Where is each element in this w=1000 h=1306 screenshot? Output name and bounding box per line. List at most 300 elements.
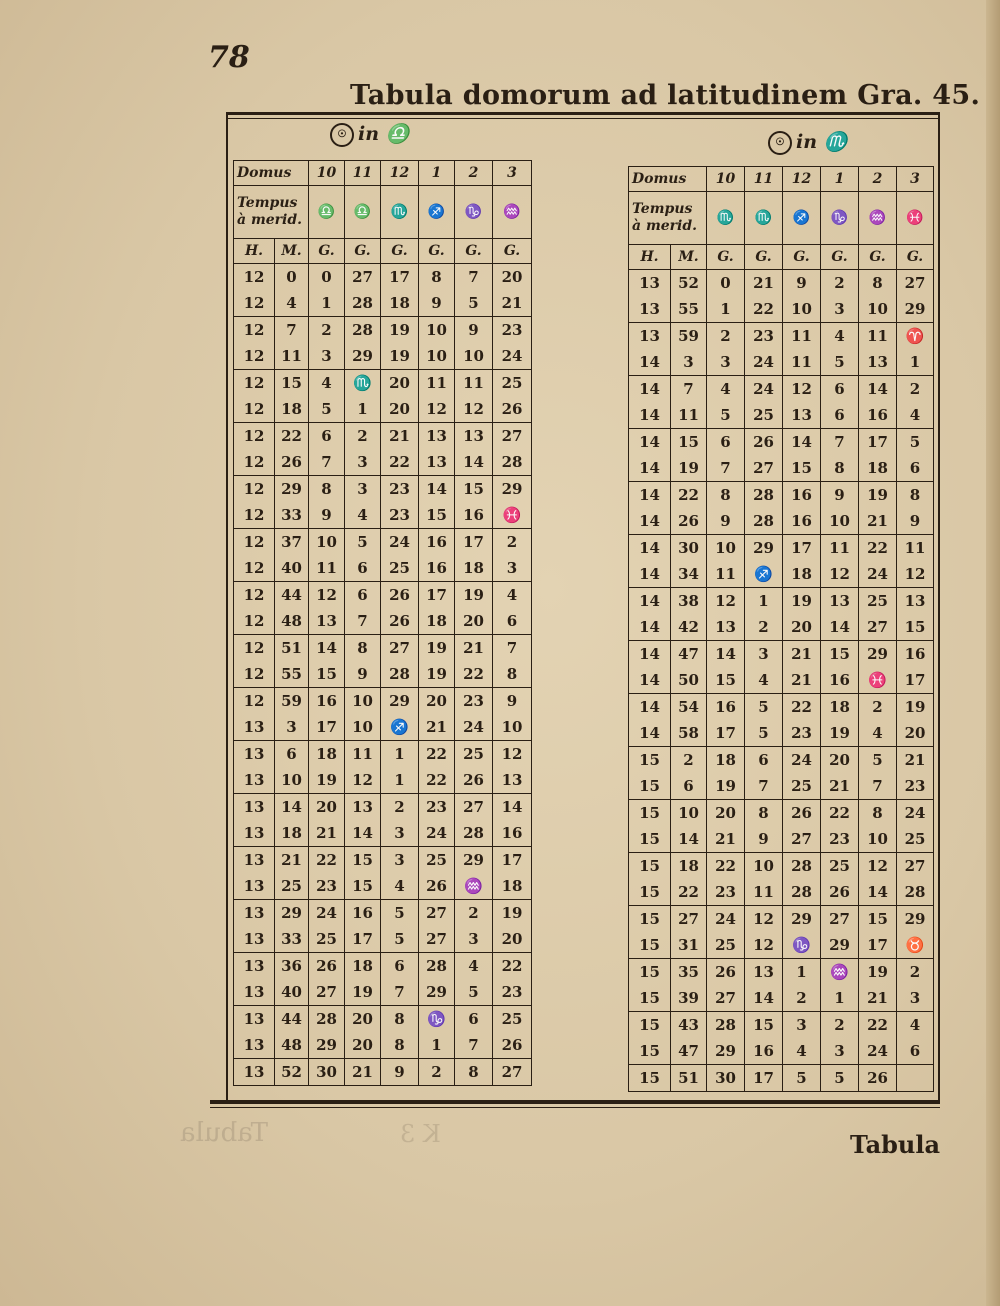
table-cell: 21 [345,1059,381,1086]
cell-value: 10 [715,539,736,557]
cell-value: 24 [715,910,736,928]
cell-value: 12 [463,400,484,418]
cell-value: 23 [316,877,337,895]
cell-value: 55 [281,665,302,683]
left-heading-text: in ♎ [358,123,410,145]
cell-value: 29 [867,645,888,663]
cell-value: 27 [867,618,888,636]
cell-value: 3 [321,347,332,365]
cell-value: 29 [352,347,373,365]
cell-value: 13 [426,427,447,445]
cell-value: 15 [352,877,373,895]
table-cell [859,694,897,747]
table-cell: 30 [309,1059,345,1086]
table-cell [629,800,671,853]
table-cell [859,588,897,641]
cell-value: 11 [867,327,888,345]
cell-value: 21 [791,645,812,663]
cell-value: 17 [867,936,888,954]
zodiac-sign-icon: ♑ [455,186,493,239]
cell-value: 23 [715,883,736,901]
cell-value: 25 [281,877,302,895]
cell-value: 27 [904,274,926,292]
table-cell [745,323,783,376]
cell-value: 21 [867,512,888,530]
table-cell [275,264,309,317]
cell-value: 6 [357,559,368,577]
table-cell [671,482,707,535]
cell-value: 52 [678,274,699,292]
cell-value: 51 [281,639,302,657]
table-cell [671,747,707,800]
table-cell [345,900,381,953]
house-number: 1 [419,161,455,186]
cell-value: 20 [316,798,337,816]
table-cell [234,635,275,688]
table-cell [309,370,345,423]
table-row [234,582,532,635]
cell-value: 6 [909,459,921,477]
table-cell [455,423,493,476]
cell-value: 31 [678,936,699,954]
cell-value: 10 [426,321,447,339]
table-cell [745,800,783,853]
table-cell [859,429,897,482]
cell-value: 19 [352,983,373,1001]
cell-value: 8 [506,665,518,683]
cell-value: 14 [639,592,660,610]
table-cell [821,641,859,694]
cell-value: 10 [463,347,484,365]
cell-value: 23 [501,321,523,339]
cell-value: 12 [243,347,265,365]
cell-value: 4 [394,877,405,895]
unit-label-g: G. [707,245,745,270]
cell-value: 2 [506,533,518,551]
cell-value: 35 [678,963,699,981]
cell-value: 13 [243,718,265,736]
table-cell [859,270,897,323]
table-row [629,1065,934,1092]
table-cell [381,423,419,476]
table-cell [381,847,419,900]
cell-value: 4 [758,671,769,689]
cell-value: 38 [678,592,699,610]
cell-value: 15 [867,910,888,928]
cell-value: 6 [683,777,694,795]
cell-value: 19 [791,592,812,610]
cell-value: 22 [426,745,447,763]
table-cell [381,370,419,423]
cell-value: 20 [389,374,410,392]
cell-value: 29 [715,1042,736,1060]
cell-value: 6 [834,380,845,398]
cell-value: 29 [501,480,523,498]
cell-value: 29 [829,936,850,954]
cell-value: 28 [753,486,774,504]
cell-value: 6 [506,612,518,630]
cell-value: 5 [468,294,479,312]
cell-value: 24 [904,804,926,822]
cell-value: 12 [426,400,447,418]
table-cell [493,529,532,582]
table-cell [381,953,419,1006]
table-cell [821,429,859,482]
table-cell [493,317,532,370]
cell-value: 28 [463,824,484,842]
cell-value: 21 [904,751,926,769]
cell-value: 19 [501,904,523,922]
cell-value: 7 [357,612,368,630]
cell-value: 26 [281,453,302,471]
table-cell [671,535,707,588]
table-cell [783,694,821,747]
cell-value: 8 [357,639,368,657]
cell-value: 10 [867,300,888,318]
right-heading-text: in ♏ [796,131,848,153]
cell-value: 40 [281,983,302,1001]
table-cell [671,429,707,482]
cell-value: 14 [639,459,660,477]
table-cell [707,482,745,535]
cell-value: 21 [501,294,523,312]
table-cell [381,688,419,741]
cell-value: 15 [639,751,660,769]
table-row [629,376,934,429]
table-row [234,1059,532,1086]
cell-value: 12 [501,745,523,763]
house-number: 2 [859,167,897,192]
table-cell [897,376,934,429]
cell-value: 7 [286,321,297,339]
table-cell [707,1012,745,1065]
table-cell [309,688,345,741]
cell-value: 14 [639,512,660,530]
cell-value: 22 [501,957,523,975]
table-cell [309,423,345,476]
table-cell [671,906,707,959]
cell-value: ♓ [868,671,887,689]
cell-value: 59 [678,327,699,345]
cell-value: 27 [463,798,484,816]
table-cell [821,323,859,376]
cell-value: 5 [872,751,883,769]
cell-value: 33 [281,930,302,948]
cell-value: 27 [501,427,523,445]
table-bottom-rule-thin [210,1107,940,1108]
cell-value: 13 [243,771,265,789]
cell-value: 44 [281,586,302,604]
table-cell [897,429,934,482]
table-cell [275,688,309,741]
table-cell [234,1006,275,1059]
table-row [234,317,532,370]
domus-label: Domus [234,161,309,186]
page-title: Tabula domorum ad latitudinem Gra. 45. [350,80,981,111]
table-cell [309,847,345,900]
cell-value: 18 [426,612,447,630]
cell-value: 12 [243,533,265,551]
right-house-table [628,166,934,1092]
cell-value: 2 [683,751,694,769]
cell-value: 24 [753,380,774,398]
cell-value: 26 [753,433,774,451]
table-cell [309,476,345,529]
cell-value: 15 [639,989,660,1007]
table-cell [345,370,381,423]
table-cell [671,376,707,429]
table-top-rule-thin [226,118,938,119]
table-cell [381,264,419,317]
cell-value: 2 [468,904,479,922]
cell-value: 26 [426,877,447,895]
table-cell [783,800,821,853]
zodiac-sign-icon: ♒ [859,192,897,245]
cell-value: 13 [829,592,850,610]
table-top-rule [226,112,938,115]
table-cell [493,1006,532,1059]
cell-value: 21 [316,824,337,842]
table-cell: 30 [707,1065,745,1092]
table-cell [234,529,275,582]
table-cell [345,423,381,476]
table-cell [629,853,671,906]
table-cell [455,741,493,794]
cell-value: 25 [791,777,812,795]
cell-value: 36 [281,957,302,975]
table-row [234,847,532,900]
table-cell [629,535,671,588]
cell-value: 13 [639,274,660,292]
table-cell [275,529,309,582]
cell-value: 1 [909,353,921,371]
table-cell [309,317,345,370]
cell-value: 39 [678,989,699,1007]
table-cell [455,900,493,953]
cell-value: 11 [426,374,447,392]
table-row [629,694,934,747]
right-border-rule [938,112,940,1102]
cell-value: 1 [720,300,731,318]
cell-value: 6 [834,406,845,424]
cell-value: 27 [829,910,850,928]
cell-value: 24 [316,904,337,922]
cell-value: 13 [243,824,265,842]
cell-value: 16 [426,559,447,577]
table-cell: 15 [629,1065,671,1092]
table-row [629,1012,934,1065]
cell-value: 19 [678,459,699,477]
unit-label-m: M. [671,245,707,270]
table-cell [275,1006,309,1059]
cell-value: 15 [639,910,660,928]
table-cell [275,635,309,688]
table-cell [493,370,532,423]
table-cell [493,423,532,476]
table-cell [275,476,309,529]
table-cell [345,582,381,635]
cell-value: 19 [426,639,447,657]
cell-value: 14 [791,433,812,451]
cell-value: 12 [904,565,926,583]
cell-value: 27 [753,459,774,477]
cell-value: 14 [639,433,660,451]
cell-value: 6 [286,745,297,763]
cell-value: 6 [909,1042,921,1060]
table-cell [629,959,671,1012]
cell-value: 14 [867,380,888,398]
bleed-through-text: Tabula [180,1118,269,1148]
cell-value: 3 [834,300,845,318]
cell-value: 25 [753,406,774,424]
table-cell [309,1006,345,1059]
table-cell: 13 [234,1059,275,1086]
cell-value: 13 [243,904,265,922]
table-cell [345,1006,381,1059]
table-cell [629,747,671,800]
cell-value: 11 [316,559,337,577]
sun-icon: ☉ [768,131,792,155]
cell-value: 48 [281,612,302,630]
cell-value: 14 [639,539,660,557]
cell-value: 7 [834,433,845,451]
cell-value: 1 [796,963,807,981]
cell-value: ♏ [353,374,372,392]
table-cell [821,588,859,641]
cell-value: 23 [389,506,410,524]
table-cell [707,906,745,959]
cell-value: 10 [867,830,888,848]
table-cell [493,953,532,1006]
cell-value: 50 [678,671,699,689]
table-cell [821,1012,859,1065]
table-cell [629,323,671,376]
cell-value: 14 [352,824,373,842]
table-cell [821,535,859,588]
cell-value: 14 [639,406,660,424]
table-cell [493,794,532,847]
zodiac-sign-icon: ♎ [309,186,345,239]
cell-value: 7 [758,777,769,795]
cell-value: 11 [791,327,812,345]
table-cell [745,535,783,588]
cell-value: 10 [829,512,850,530]
cell-value: 28 [352,321,373,339]
cell-value: 3 [394,851,405,869]
cell-value: 9 [468,321,479,339]
table-cell [707,429,745,482]
cell-value: ♈ [905,327,925,345]
cell-value: 12 [243,692,265,710]
cell-value: 8 [394,1036,405,1054]
cell-value: 16 [791,512,812,530]
cell-value: 2 [321,321,332,339]
table-cell [671,641,707,694]
cell-value: 13 [867,353,888,371]
table-cell [275,582,309,635]
table-cell [897,323,934,376]
table-cell: 5 [821,1065,859,1092]
cell-value: 5 [720,406,731,424]
cell-value: 25 [426,851,447,869]
cell-value: 8 [872,274,883,292]
cell-value: 5 [758,724,769,742]
cell-value: 18 [389,294,410,312]
cell-value: 27 [715,989,736,1007]
cell-value: 29 [316,1036,337,1054]
table-cell [707,323,745,376]
table-row [234,688,532,741]
cell-value: 22 [281,427,302,445]
cell-value: 9 [909,512,921,530]
cell-value: 25 [867,592,888,610]
house-number: 11 [345,161,381,186]
cell-value: 20 [715,804,736,822]
table-row [629,747,934,800]
cell-value: 3 [909,989,921,1007]
cell-value: 6 [468,1010,479,1028]
cell-value: 44 [281,1010,302,1028]
house-number: 10 [707,167,745,192]
table-row [234,900,532,953]
cell-value: 5 [909,433,921,451]
table-cell [783,906,821,959]
table-cell [455,953,493,1006]
table-bottom-rule [210,1100,940,1104]
cell-value: 5 [394,904,405,922]
tempus-label: Tempus à merid. [234,186,309,239]
cell-value: 28 [791,857,812,875]
cell-value: ♉ [905,936,925,954]
cell-value: 1 [758,592,769,610]
cell-value: 2 [909,963,921,981]
table-cell [629,588,671,641]
cell-value: 19 [715,777,736,795]
cell-value: 14 [867,883,888,901]
cell-value: 28 [501,453,523,471]
cell-value: 12 [243,374,265,392]
cell-value: 13 [243,798,265,816]
cell-value: 9 [796,274,807,292]
table-cell [671,270,707,323]
table-cell [455,529,493,582]
table-cell [345,264,381,317]
cell-value: 28 [352,294,373,312]
cell-value: 17 [316,718,337,736]
table-cell [345,688,381,741]
table-cell [859,323,897,376]
cell-value: 13 [243,983,265,1001]
cell-value: 26 [501,400,523,418]
cell-value: 18 [281,824,302,842]
cell-value: 18 [281,400,302,418]
table-cell [381,1006,419,1059]
table-cell [455,794,493,847]
table-cell [455,688,493,741]
cell-value: 21 [463,639,484,657]
cell-value: 3 [286,718,297,736]
unit-label-g: G. [897,245,934,270]
table-cell [821,376,859,429]
table-row [234,1006,532,1059]
table-cell [745,588,783,641]
table-row [234,635,532,688]
unit-label-g: G. [745,245,783,270]
cell-value: 37 [281,533,302,551]
cell-value: 0 [720,274,731,292]
cell-value: 16 [829,671,850,689]
table-row [629,535,934,588]
